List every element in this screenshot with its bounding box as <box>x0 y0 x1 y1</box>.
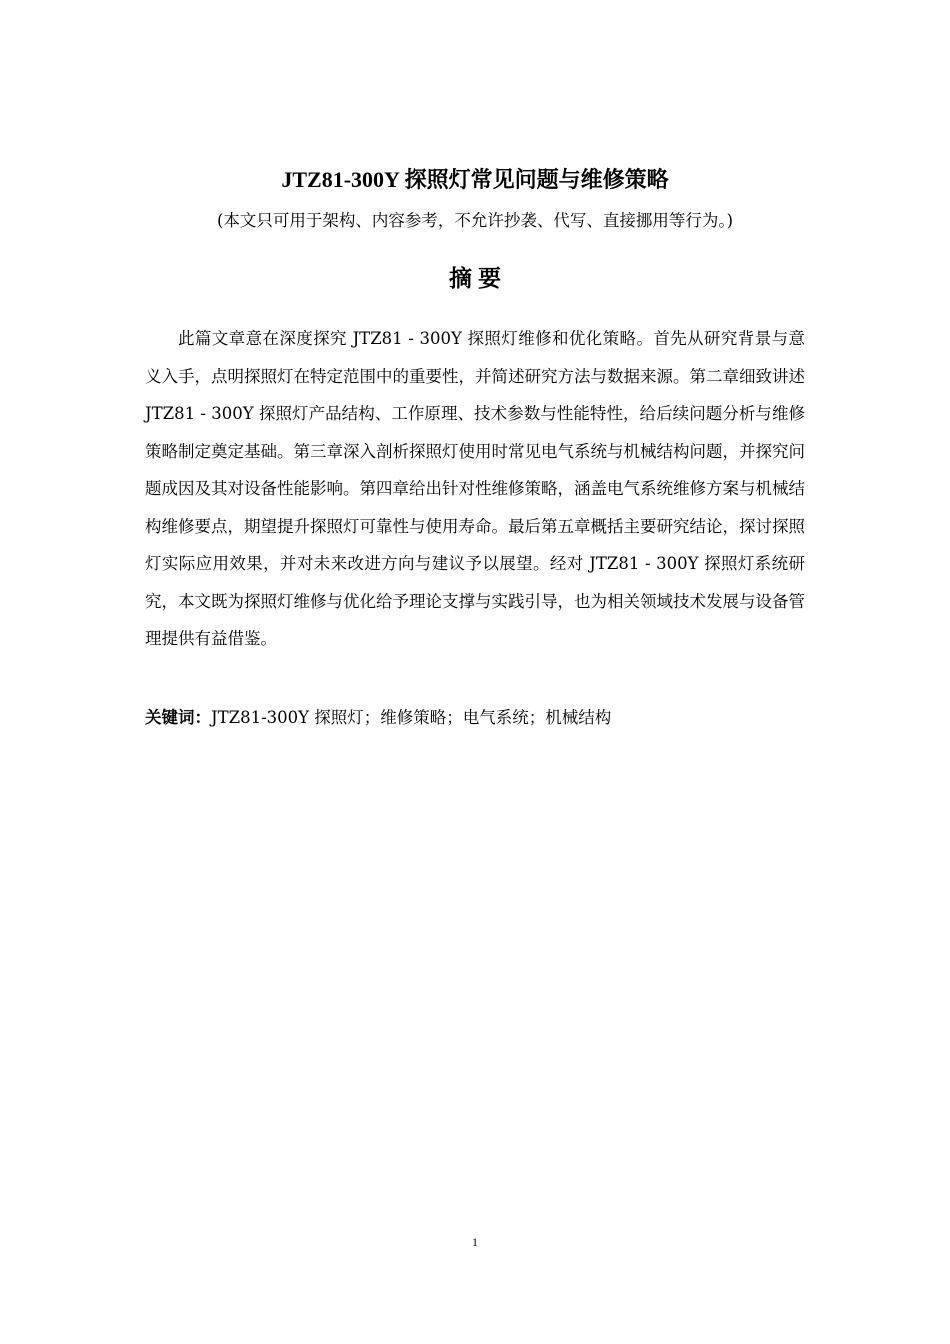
document-disclaimer: (本文只可用于架构、内容参考，不允许抄袭、代写、直接挪用等行为。) <box>216 211 734 230</box>
document-title: JTZ81-300Y 探照灯常见问题与维修策略 <box>281 167 669 192</box>
page-number: 1 <box>472 1235 478 1249</box>
abstract-paragraph: 此篇文章意在深度探究 JTZ81 - 300Y 探照灯维修和优化策略。首先从研究背景与意义入手，点明探照灯在特定范围中的重要性，并简述研究方法与数据来源。第二章细致讲述 JTZ81 - 300Y 探照灯产品结构、工作原理、技术参数与性能特性，给后续问题分析与维修策略制定奠定基础。第三章深入剖析探照灯使用时常见电气系统与机械结构问题，并探究问题成因及其对设备性能影响。第四章给出针对性维修策略，涵盖电气系统维修方案与机械结构维修要点，期望提升探照灯可靠性与使用寿命。最后第五章概括主要研究结论，探讨探照灯实际应用效果，并对未来改进方向与建议予以展望。经对 JTZ81 - 300Y 探照灯系统研究，本文既为探照灯维修与优化给予理论支撑与实践引导，也为相关领域技术发展与设备管理提供有益借鉴。 <box>145 329 805 648</box>
abstract-heading: 摘要 <box>449 266 507 292</box>
keywords-line <box>145 701 805 735</box>
keywords-label: 关键词： <box>145 708 211 727</box>
keywords-text: JTZ81-300Y 探照灯；维修策略；电气系统；机械结构 <box>211 708 612 727</box>
